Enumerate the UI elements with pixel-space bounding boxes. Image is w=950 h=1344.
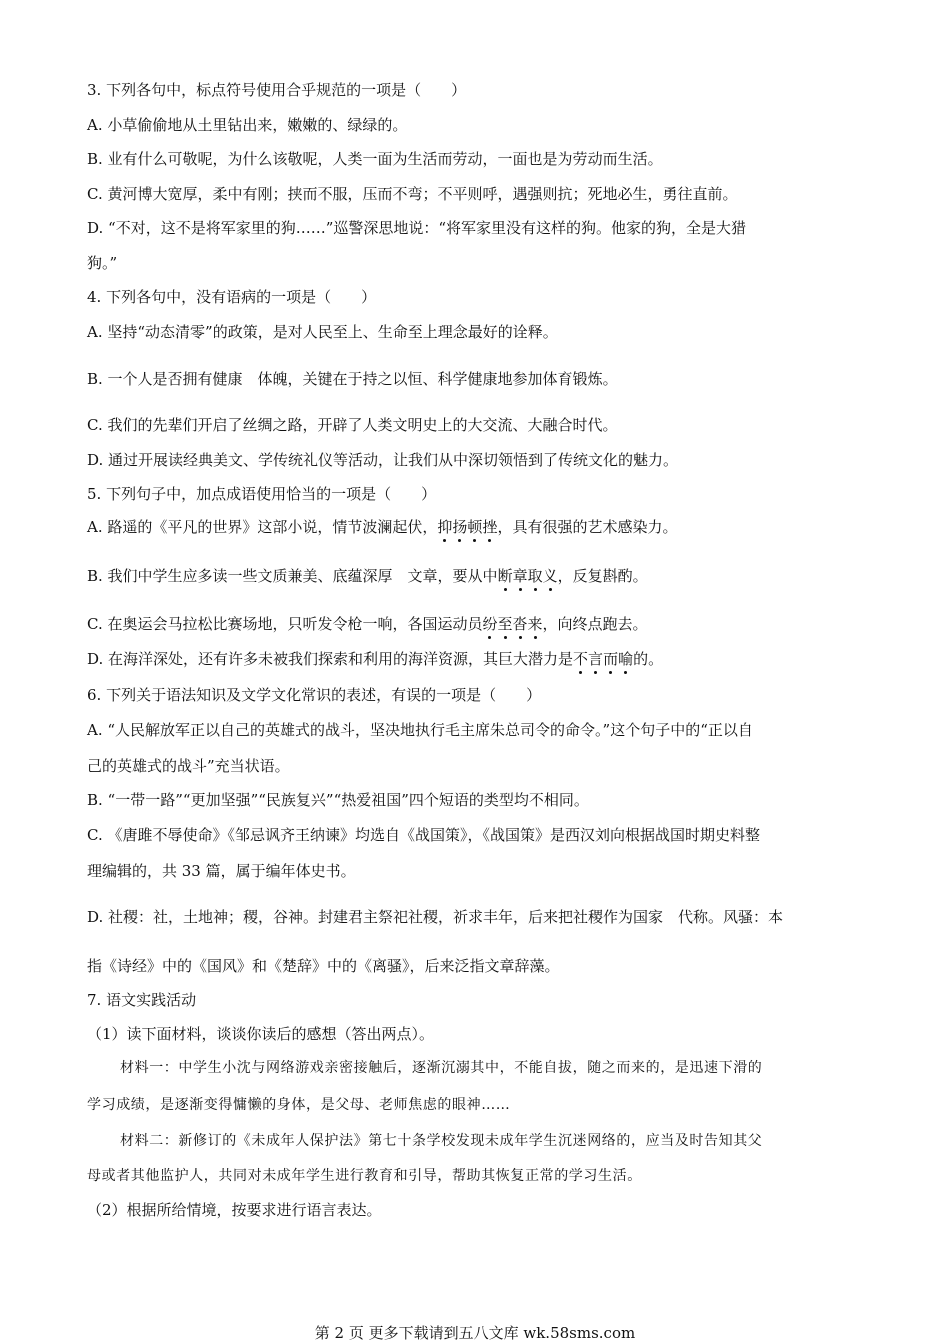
q5-b-text-after: ，反复斟酌。: [557, 567, 648, 585]
q6-option-c-line1: C. 《唐雎不辱使命》《邹忌讽齐王纳谏》均选自《战国策》，《战国策》是西汉刘向根据战国时期史料整: [87, 826, 760, 844]
dotted-char: 纷: [482, 615, 498, 633]
dotted-char: 取: [527, 567, 543, 585]
material-2-line1: 材料二：新修订的《未成年人保护法》第七十条学校发现未成年学生沉迷网络的，应当及时告知其父: [120, 1133, 763, 1149]
dotted-char: 喻: [618, 650, 634, 668]
q7-part-2: （2）根据所给情境，按要求进行语言表达。: [87, 1201, 382, 1219]
q5-option-d: [87, 649, 663, 669]
q3-option-a: A. 小草偷偷地从土里钻出来，嫩嫩的、绿绿的。: [87, 116, 408, 134]
q3-option-d-line1: D. “不对，这不是将军家里的狗……”巡警深思地说：“将军家里没有这样的狗。他家的狗，全是大猎: [87, 219, 747, 237]
dotted-char: 不: [573, 650, 589, 668]
q4-option-b: B. 一个人是否拥有健康 体魄，关键在于持之以恒、科学健康地参加体育锻炼。: [87, 370, 618, 388]
q5-a-dotted-idiom: [437, 518, 497, 536]
dotted-char: 断: [497, 567, 513, 585]
q5-option-b: [87, 566, 648, 586]
page-footer: 第 2 页 更多下载请到五八文库 wk.58sms.com: [314, 1324, 636, 1342]
q4-option-c: C. 我们的先辈们开启了丝绸之路，开辟了人类文明史上的大交流、大融合时代。: [87, 416, 618, 434]
q5-option-a: [87, 517, 677, 537]
q6-option-a-line1: A. “人民解放军正以自己的英雄式的战斗，坚决地执行毛主席朱总司令的命令。”这个句子中的“正以自: [87, 721, 753, 739]
q3-option-b: B. 业有什么可敬呢，为什么该敬呢，人类一面为生活而劳动，一面也是为劳动而生活。: [87, 150, 663, 168]
q7-part-1: （1）读下面材料，谈谈你读后的感想（答出两点）。: [87, 1025, 435, 1043]
q3-stem: 3. 下列各句中，标点符号使用合乎规范的一项是（ ）: [87, 81, 467, 99]
q6-option-c-line2: 理编辑的，共 33 篇，属于编年体史书。: [87, 862, 356, 880]
q5-b-text-before: B. 我们中学生应多读一些文质兼美、底蕴深厚 文章，要从中: [87, 567, 498, 585]
q5-a-text-after: ，具有很强的艺术感染力。: [497, 518, 678, 536]
material-1-line1: 材料一：中学生小沈与网络游戏亲密接触后，逐渐沉溺其中，不能自拔，随之而来的，是迅速下滑的: [120, 1060, 763, 1076]
q5-c-text-after: ，向终点跑去。: [542, 615, 648, 633]
q5-option-c: [87, 614, 648, 634]
q3-option-d-line2: 狗。”: [87, 254, 118, 272]
material-2-line2: 母或者其他监护人，共同对未成年学生进行教育和引导，帮助其恢复正常的学习生活。: [87, 1168, 642, 1184]
q7-stem: 7. 语文实践活动: [87, 991, 197, 1009]
dotted-char: 而: [603, 650, 619, 668]
dotted-char: 抑: [437, 518, 453, 536]
q3-option-c: C. 黄河博大宽厚，柔中有刚；挟而不服，压而不弯；不平则呼，遇强则抗；死地必生，勇往直前。: [87, 185, 738, 203]
q5-b-dotted-idiom: [498, 567, 558, 585]
dotted-char: 义: [542, 567, 558, 585]
dotted-char: 挫: [482, 518, 498, 536]
q5-d-dotted-idiom: [573, 650, 633, 668]
q4-option-a: A. 坚持“动态清零”的政策，是对人民至上、生命至上理念最好的诠释。: [87, 323, 558, 341]
dotted-char: 言: [588, 650, 604, 668]
dotted-char: 章: [512, 567, 528, 585]
q5-a-text-before: A. 路遥的《平凡的世界》这部小说，情节波澜起伏，: [87, 518, 438, 536]
dotted-char: 沓: [512, 615, 528, 633]
q5-c-dotted-idiom: [482, 615, 542, 633]
q6-option-a-line2: 己的英雄式的战斗”充当状语。: [87, 757, 290, 775]
dotted-char: 来: [527, 615, 543, 633]
q5-d-text-before: D. 在海洋深处，还有许多未被我们探索和利用的海洋资源，其巨大潜力是: [87, 650, 574, 668]
dotted-char: 至: [497, 615, 513, 633]
q5-c-text-before: C. 在奥运会马拉松比赛场地，只听发令枪一响，各国运动员: [87, 615, 483, 633]
q6-option-d-line2: 指《诗经》中的《国风》和《楚辞》中的《离骚》，后来泛指文章辞藻。: [87, 957, 560, 975]
q6-option-b: B. “一带一路”“更加坚强”“民族复兴”“热爱祖国”四个短语的类型均不相同。: [87, 791, 589, 809]
q5-stem: 5. 下列句子中，加点成语使用恰当的一项是（ ）: [87, 485, 437, 503]
material-1-line2: 学习成绩，是逐渐变得慵懒的身体，是父母、老师焦虑的眼神……: [87, 1097, 511, 1113]
dotted-char: 扬: [452, 518, 468, 536]
q4-option-d: D. 通过开展读经典美文、学传统礼仪等活动，让我们从中深切领悟到了传统文化的魅力。: [87, 451, 679, 469]
q4-stem: 4. 下列各句中，没有语病的一项是（ ）: [87, 288, 377, 306]
q5-d-text-after: 的。: [633, 650, 664, 668]
q6-option-d-line1: D. 社稷：社，土地神；稷，谷神。封建君主祭祀社稷，祈求丰年，后来把社稷作为国家 代称。风骚：本: [87, 908, 784, 926]
dotted-char: 顿: [467, 518, 483, 536]
q6-stem: 6. 下列关于语法知识及文学文化常识的表述，有误的一项是（ ）: [87, 686, 542, 704]
